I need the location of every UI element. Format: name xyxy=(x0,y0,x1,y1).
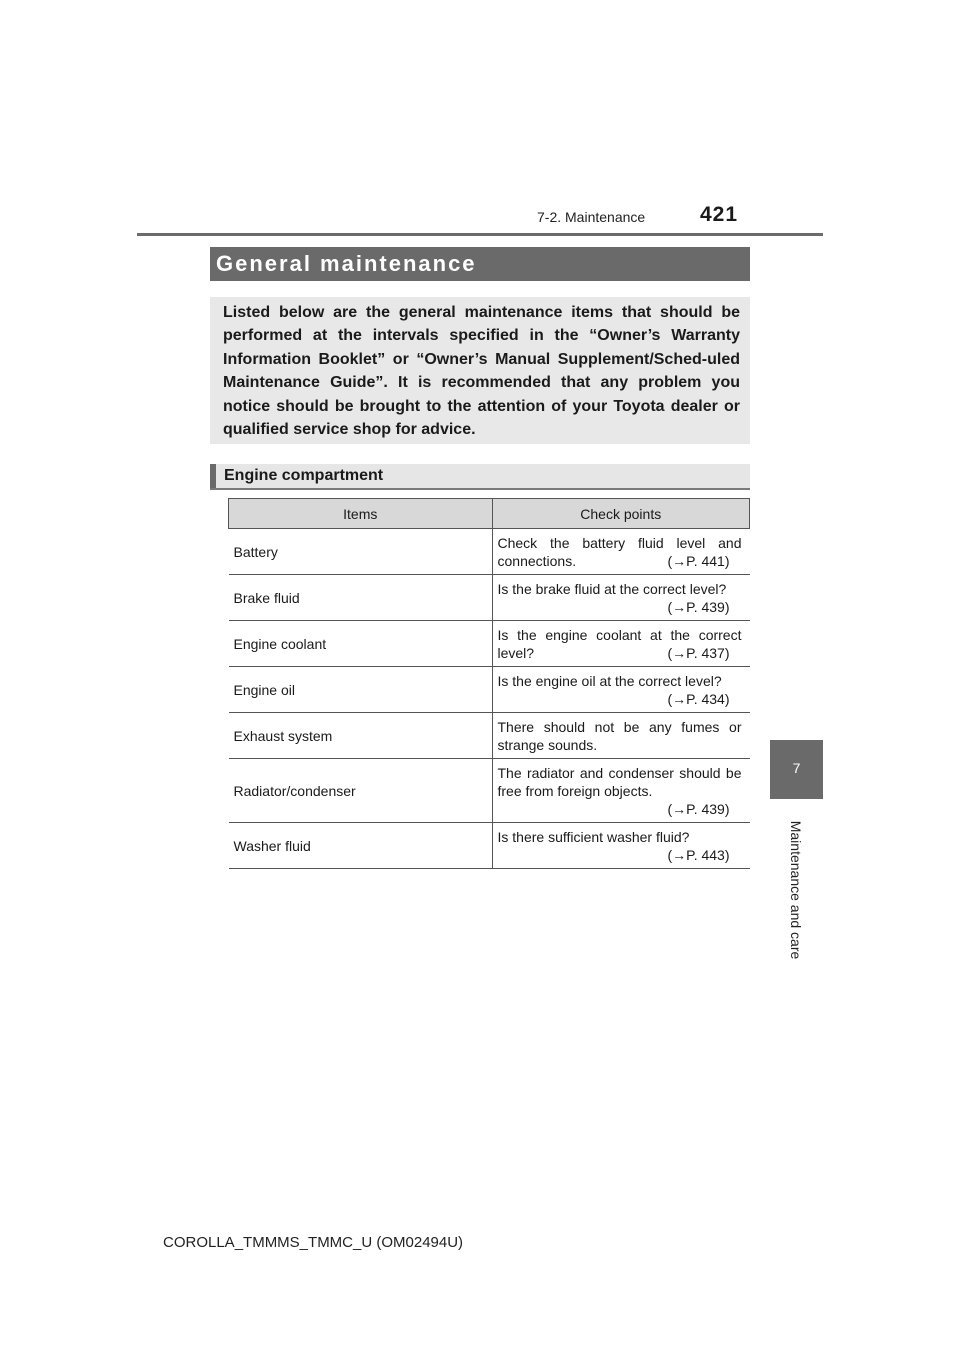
check-text: Is the brake fluid at the correct level? xyxy=(497,580,727,597)
page-number: 421 xyxy=(700,203,739,226)
table-row xyxy=(229,529,750,575)
subheading: Engine compartment xyxy=(224,467,384,484)
page-ref-link[interactable]: (→P. 439) xyxy=(667,800,730,817)
page-ref-link[interactable]: (→P. 437) xyxy=(667,644,730,661)
page-ref-link[interactable]: (→P. 434) xyxy=(667,690,730,707)
row-item: Exhaust system xyxy=(229,713,493,759)
column-header-items: Items xyxy=(229,499,493,529)
column-header-check-points: Check points xyxy=(492,499,750,529)
row-check xyxy=(492,823,750,869)
check-text: There should not be any fumes or strange sounds. xyxy=(497,718,742,753)
row-check xyxy=(492,759,750,823)
check-text: The radiator and condenser should be free from foreign objects. xyxy=(497,764,742,799)
row-item: Engine oil xyxy=(229,667,493,713)
row-check xyxy=(492,621,750,667)
check-text: Is the engine coolant at the correct level? xyxy=(497,626,742,661)
row-check xyxy=(492,667,750,713)
header-rule xyxy=(137,233,823,236)
chapter-tab[interactable] xyxy=(770,740,823,799)
table-row xyxy=(229,575,750,621)
row-item: Radiator/condenser xyxy=(229,759,493,823)
row-check xyxy=(492,713,750,759)
table-row xyxy=(229,823,750,869)
table-row xyxy=(229,759,750,823)
page-ref-link[interactable]: (→P. 439) xyxy=(667,598,730,615)
maintenance-table xyxy=(228,498,750,869)
table-row xyxy=(229,713,750,759)
page-ref-link[interactable]: (→P. 443) xyxy=(667,846,730,863)
subheading-bar xyxy=(210,464,750,490)
table-row xyxy=(229,621,750,667)
row-check xyxy=(492,529,750,575)
page-ref-link[interactable]: (→P. 441) xyxy=(667,552,730,569)
page-title: General maintenance xyxy=(216,251,477,276)
footer-doc-id: COROLLA_TMMMS_TMMC_U (OM02494U) xyxy=(163,1234,464,1251)
row-check xyxy=(492,575,750,621)
check-text: Is the engine oil at the correct level? xyxy=(497,672,722,689)
section-label: 7-2. Maintenance xyxy=(537,209,646,225)
row-item: Engine coolant xyxy=(229,621,493,667)
row-item: Battery xyxy=(229,529,493,575)
intro-box xyxy=(210,297,750,444)
intro-text: Listed below are the general maintenance items that should be performed at the intervals specified in the “Owner’s Warranty Information Booklet” or “Owner’s Manual Supplement/Sched-uled Maintenance Guide”. It is recommended that any problem you notice should be brought to the attention of your Toyota dealer or qualified service shop for advice. xyxy=(223,304,740,439)
row-item: Washer fluid xyxy=(229,823,493,869)
table-row xyxy=(229,667,750,713)
chapter-label: Maintenance and care xyxy=(788,820,804,960)
check-text: Is there sufficient washer fluid? xyxy=(497,828,690,845)
subheading-accent xyxy=(210,464,216,488)
title-bar xyxy=(210,247,750,281)
table-header-row xyxy=(229,499,750,529)
check-text: Check the battery fluid level and connections. xyxy=(497,534,742,569)
row-item: Brake fluid xyxy=(229,575,493,621)
chapter-number: 7 xyxy=(792,760,801,776)
